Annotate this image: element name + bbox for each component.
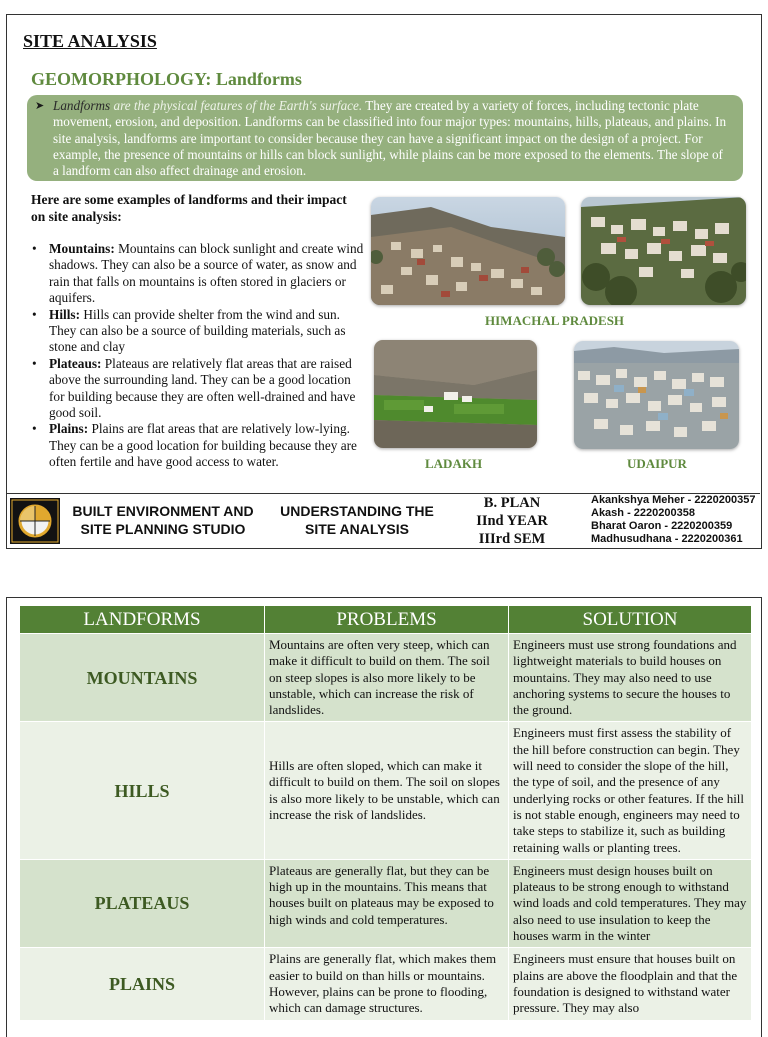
landform-cell: PLAINS — [20, 948, 265, 1020]
bullet-term: Plateaus: — [49, 355, 102, 371]
header-problems: PROBLEMS — [265, 606, 509, 634]
course-semester: IIIrd SEM — [478, 531, 546, 547]
section-subtitle: GEOMORPHOLOGY: Landforms — [31, 69, 302, 89]
caption-udaipur: UDAIPUR — [627, 456, 687, 471]
bullet-mountains — [31, 241, 367, 307]
intro-body: They are created by a variety of forces, including tectonic plate movement, erosion, and deposition. Landforms can be classified into four major types: mountains, hills, plateaus, and plains. In site analysis, landforms are important to consider because they can have a significant impact on the design of a project. For example, the presence of mountains or hills can block sunlight, while plains can be more exposed to the elements. The slope of a landform can also affect drainage and erosion. — [53, 98, 727, 179]
bullet-text: Plateaus are relatively flat areas that are raised above the surrounding land. They can be a good location for building because they are often well-drained and have good soil. — [49, 355, 356, 421]
problem-cell: Plateaus are generally flat, but they can be high up in the mountains. This means that houses built on plateaus may be exposed to high winds and cold temperatures. — [265, 859, 509, 947]
team-member: Madhusudhana - 2220200361 — [591, 533, 743, 545]
problem-cell: Mountains are often very steep, which can make it difficult to build on them. The soil on steep slopes is also more likely to be unstable, which can increase the risk of landslides. — [265, 634, 509, 722]
bullet-term: Mountains: — [49, 241, 115, 256]
bullet-term: Hills: — [49, 306, 81, 322]
header-solution: SOLUTION — [509, 606, 752, 634]
landform-bullet-list — [31, 241, 367, 471]
solution-cell: Engineers must ensure that houses built on plains are above the floodplain and that the foundation is designed to withstand water pressure. They may also — [509, 948, 752, 1020]
course-program: B. PLAN — [483, 495, 541, 511]
problem-cell: Plains are generally flat, which makes them easier to build on than hills or mountains. However, plains can be prone to flooding, which can damage structures. — [265, 948, 509, 1020]
bullet-hills — [31, 307, 367, 356]
table-row — [20, 859, 752, 947]
topic-line-2: SITE ANALYSIS — [305, 521, 409, 537]
slide-landform-table — [6, 597, 762, 1037]
studio-line-1: BUILT ENVIRONMENT AND — [72, 503, 254, 519]
photo-himachal-hillside-town — [371, 197, 565, 305]
photo-ladakh-valley — [374, 340, 537, 448]
solution-cell: Engineers must design houses built on plateaus to be strong enough to withstand wind loads and cold temperatures. They may also need to use insulation to keep the houses warm in the winter — [509, 859, 752, 947]
table-row — [20, 722, 752, 859]
table-row — [20, 634, 752, 722]
bullet-plains — [31, 421, 367, 470]
header-landforms: LANDFORMS — [20, 606, 265, 634]
table-row — [20, 948, 752, 1020]
bullet-term: Plains: — [49, 421, 89, 437]
landforms-table — [19, 605, 752, 1021]
intro-definition: are the physical features of the Earth's surface. — [110, 98, 363, 113]
caption-himachal-pradesh: HIMACHAL PRADESH — [485, 313, 625, 328]
bullet-text: Plains are flat areas that are relatively low-lying. They can be a good location for building because they are often fertile and have good access to water. — [49, 421, 357, 470]
page-title: SITE ANALYSIS — [23, 31, 157, 51]
slide-site-analysis — [6, 14, 762, 549]
studio-logo — [10, 498, 60, 544]
studio-name — [63, 502, 263, 538]
landform-cell: MOUNTAINS — [20, 634, 265, 722]
team-members — [591, 494, 761, 546]
topic-name — [269, 502, 445, 538]
team-member: Akash - 2220200358 — [591, 507, 695, 519]
problem-cell: Hills are often sloped, which can make it difficult to build on them. The soil on slopes is also more likely to be unstable, which can increase the risk of landslides. — [265, 722, 509, 859]
course-year: IInd YEAR — [476, 513, 548, 529]
landform-cell: PLATEAUS — [20, 859, 265, 947]
solution-cell: Engineers must first assess the stability of the hill before construction can begin. They will need to consider the slope of the hill, the type of soil, and the presence of any underlying rocks or other features. If the hill is not stable enough, engineers may need to take steps to stabilize it, such as building retaining walls or planting trees. — [509, 722, 752, 859]
studio-line-2: SITE PLANNING STUDIO — [80, 521, 246, 537]
examples-heading: Here are some examples of landforms and their impact on site analysis: — [31, 192, 347, 224]
team-member: Akankshya Meher - 2220200357 — [591, 494, 756, 506]
slide-footer — [7, 493, 760, 549]
landform-cell: HILLS — [20, 722, 265, 859]
intro-term: Landforms — [53, 98, 111, 113]
arrow-bullet-icon: ➤ — [35, 100, 45, 112]
bullet-text: Mountains can block sunlight and create wind shadows. They can also be a source of water, as snow and rain that falls on mountains is often stored in glaciers or aquifers. — [49, 241, 364, 306]
course-info — [463, 494, 561, 548]
photo-udaipur-city — [574, 341, 739, 449]
solution-cell: Engineers must use strong foundations and lightweight materials to build houses on mountains. They may also need to use anchoring systems to secure the houses to the ground. — [509, 634, 752, 722]
bullet-plateaus — [31, 356, 367, 422]
intro-box — [27, 95, 743, 181]
bullet-text: Hills can provide shelter from the wind and sun. They can also be a source of building materials, such as stone and clay — [49, 306, 346, 355]
table-header-row — [20, 606, 752, 634]
team-member: Bharat Oaron - 2220200359 — [591, 520, 733, 532]
caption-ladakh: LADAKH — [425, 456, 483, 471]
photo-himachal-dense-town — [581, 197, 746, 305]
topic-line-1: UNDERSTANDING THE — [280, 503, 434, 519]
